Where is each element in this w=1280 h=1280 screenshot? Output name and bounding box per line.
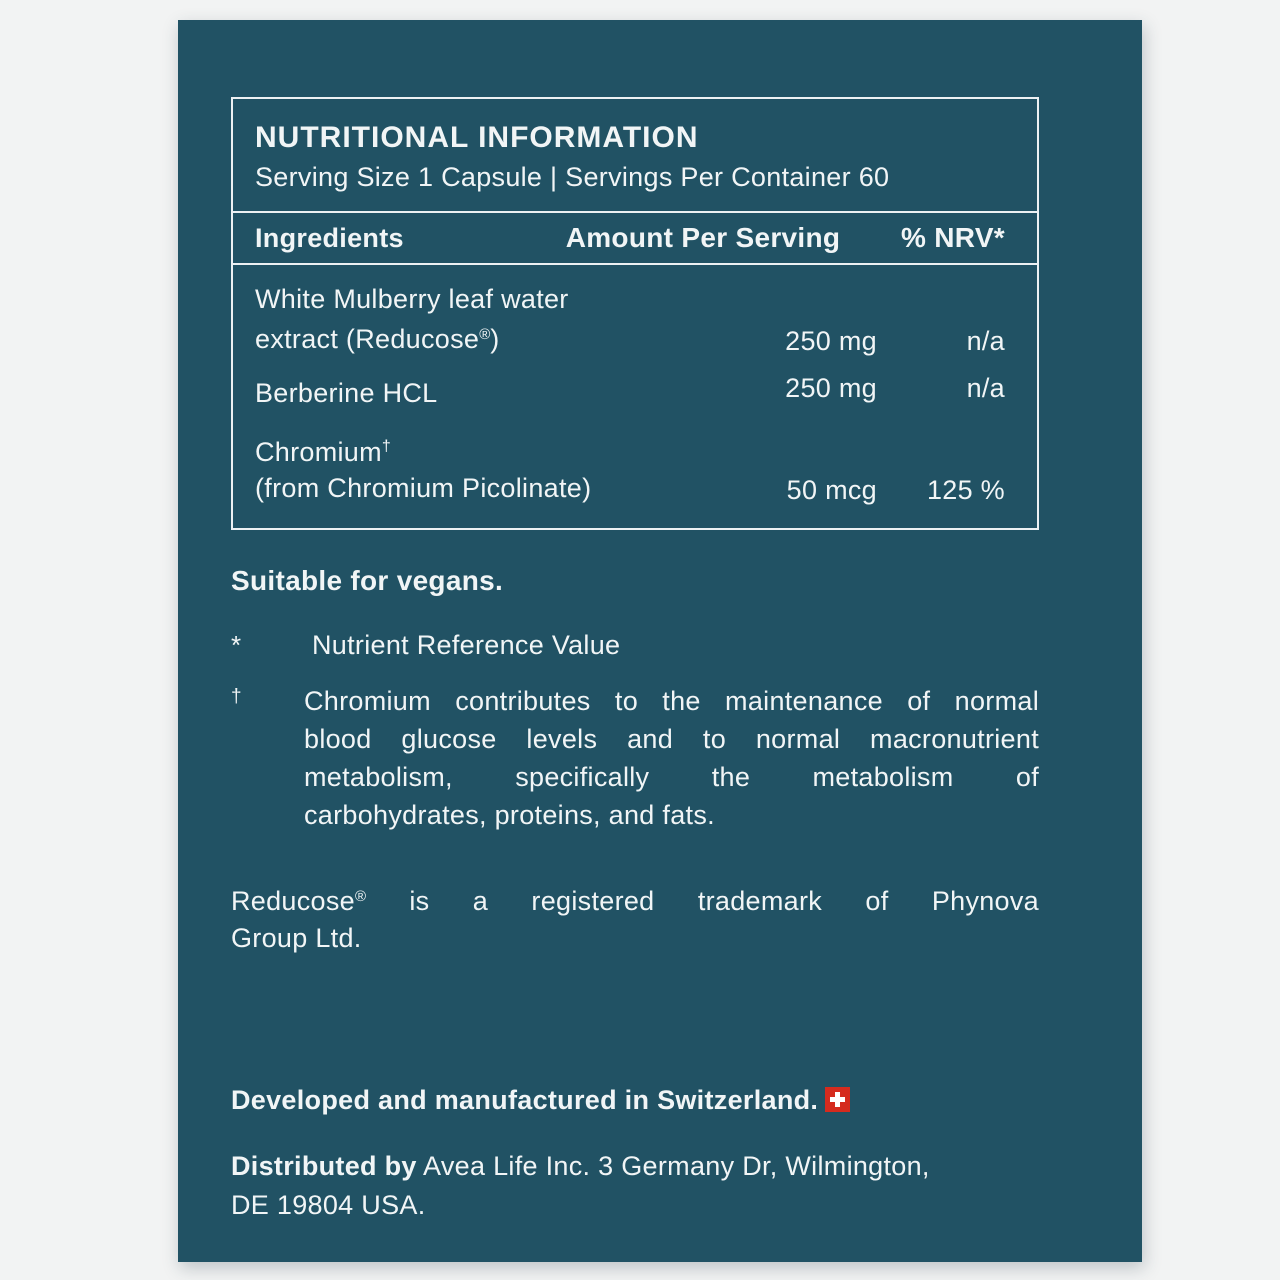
footnote-chromium xyxy=(231,682,1039,834)
footnote-marker-asterisk: * xyxy=(231,630,242,660)
nrv-value: n/a xyxy=(966,326,1005,356)
table-column-headers xyxy=(233,211,1037,265)
registered-trademark-symbol: ® xyxy=(354,888,367,905)
footnote-line: blood glucose levels and to normal macronutrient xyxy=(304,724,1039,754)
footnote-text xyxy=(304,682,1039,834)
distributed-by-label: Distributed by xyxy=(231,1151,417,1181)
nutrition-table xyxy=(231,97,1039,530)
footnote-line: metabolism, specifically the metabolism of xyxy=(304,762,1039,792)
footnote-marker-dagger: † xyxy=(231,686,242,707)
ingredient-name: Berberine HCL xyxy=(255,378,438,408)
trademark-notice xyxy=(231,878,1039,957)
registered-trademark-symbol: ® xyxy=(479,326,491,343)
nrv-value: 125 % xyxy=(926,475,1005,505)
distributor-line-2: DE 19804 USA. xyxy=(231,1190,426,1220)
ingredient-line-2: extract (Reducose®) xyxy=(255,324,500,354)
column-header-ingredients: Ingredients xyxy=(255,222,404,253)
table-body xyxy=(233,265,1037,528)
amount-value: 250 mg xyxy=(785,326,877,356)
nutrition-label-panel xyxy=(178,20,1142,1262)
table-row xyxy=(255,281,1005,357)
ingredient-name xyxy=(255,281,677,357)
amount-value: 250 mg xyxy=(785,372,877,403)
ingredient-name xyxy=(255,429,677,506)
table-row xyxy=(255,372,1005,411)
swiss-flag-icon xyxy=(825,1087,850,1112)
made-in-statement: Developed and manufactured in Switzerland. xyxy=(231,1083,1039,1117)
footnote-nrv xyxy=(231,628,1039,662)
trademark-line-1: Reducose® is a registered trademark of Phynova xyxy=(231,886,1039,916)
nutrition-title: NUTRITIONAL INFORMATION xyxy=(255,121,699,154)
nrv-value: n/a xyxy=(966,372,1005,403)
dagger-symbol: † xyxy=(381,438,391,455)
ingredient-line-1: White Mulberry leaf water xyxy=(255,284,569,314)
table-row xyxy=(255,429,1005,506)
column-header-nrv: % NRV* xyxy=(901,222,1005,253)
serving-info: Serving Size 1 Capsule | Servings Per Container 60 xyxy=(255,162,890,192)
column-header-amount: Amount Per Serving xyxy=(565,222,841,253)
ingredient-line-1: Chromium† xyxy=(255,437,391,467)
distributor-statement xyxy=(231,1147,1039,1225)
trademark-line-2: Group Ltd. xyxy=(231,923,362,953)
amount-value: 50 mcg xyxy=(786,475,877,505)
distributor-line-1: Distributed by Avea Life Inc. 3 Germany Dr, Wilmington, xyxy=(231,1151,930,1181)
nutrition-table-header xyxy=(233,99,1037,211)
label-content xyxy=(231,97,1039,1225)
footnote-line: Chromium contributes to the maintenance of normal xyxy=(304,686,1039,716)
vegan-note: Suitable for vegans. xyxy=(231,565,504,596)
footnote-line: carbohydrates, proteins, and fats. xyxy=(304,800,715,830)
footnote-text: Nutrient Reference Value xyxy=(312,630,621,660)
ingredient-line-2: (from Chromium Picolinate) xyxy=(255,473,592,503)
